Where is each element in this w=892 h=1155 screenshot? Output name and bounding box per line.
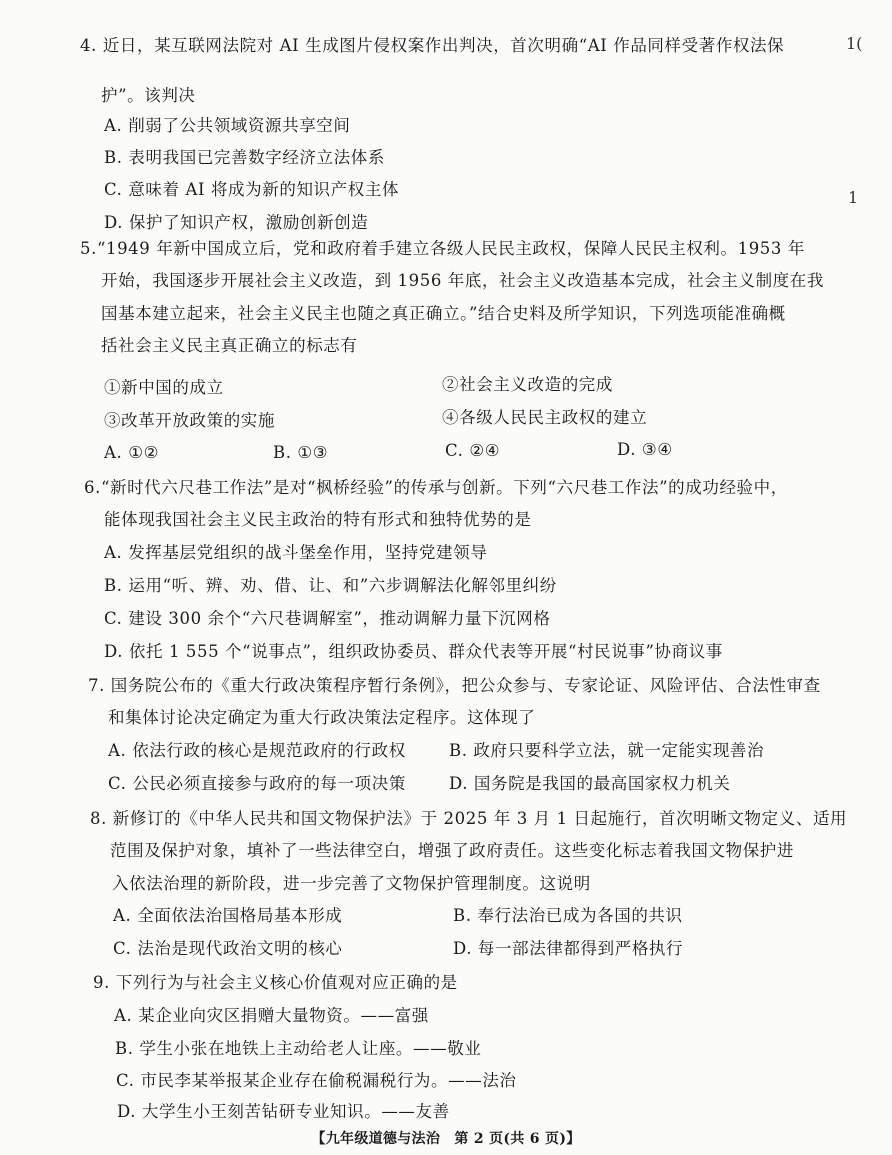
question-8-option-a: A. 全面依法治国格局基本形成 xyxy=(113,906,343,925)
question-5-item-4: ④各级人民民主政权的建立 xyxy=(442,408,648,427)
question-7-stem-line: 7. 国务院公布的《重大行政决策程序暂行条例》，把公众参与、专家论证、风险评估、合法性审查 xyxy=(88,676,821,695)
question-5-item-2: ②社会主义改造的完成 xyxy=(442,375,613,394)
question-4-option-d: D. 保护了知识产权，激励创新创造 xyxy=(104,213,369,232)
question-9-option-d: D. 大学生小王刻苦钻研专业知识。——友善 xyxy=(117,1102,450,1121)
question-6-option-a: A. 发挥基层党组织的战斗堡垒作用，坚持党建领导 xyxy=(104,543,488,562)
question-6-option-b: B. 运用“听、辨、劝、借、让、和”六步调解法化解邻里纠纷 xyxy=(104,576,557,595)
question-8-stem-line: 范围及保护对象，填补了一些法律空白，增强了政府责任。这些变化标志着我国文物保护进 xyxy=(110,841,794,860)
question-4-option-c: C. 意味着 AI 将成为新的知识产权主体 xyxy=(104,180,400,199)
question-5-item-3: ③改革开放政策的实施 xyxy=(104,411,275,430)
question-8-stem-line: 8. 新修订的《中华人民共和国文物保护法》于 2025 年 3 月 1 日起施行，首次明晰文物定义、适用 xyxy=(90,809,848,828)
question-5-item-1: ①新中国的成立 xyxy=(104,378,224,397)
question-6-stem-line: 6.“新时代六尺巷工作法”是对“枫桥经验”的传承与创新。下列“六尺巷工作法”的成功经验中， xyxy=(84,478,788,497)
question-4-stem-line: 4. 近日，某互联网法院对 AI 生成图片侵权案作出判决，首次明确“AI 作品同样受著作权法保 xyxy=(80,36,785,55)
question-4-option-a: A. 削弱了公共领域资源共享空间 xyxy=(104,116,351,135)
edge-mark-middle: 1 xyxy=(848,188,859,207)
question-4-stem-line: 护”。该判决 xyxy=(101,86,196,105)
question-7-stem-line: 和集体讨论决定确定为重大行政决策法定程序。这体现了 xyxy=(108,708,536,727)
question-8-stem-line: 入依法治理的新阶段，进一步完善了文物保护管理制度。这说明 xyxy=(112,874,591,893)
question-9-stem-line: 9. 下列行为与社会主义核心价值观对应正确的是 xyxy=(93,973,458,992)
question-5-stem-line: 括社会主义民主真正确立的标志有 xyxy=(101,336,358,355)
question-7-option-b: B. 政府只要科学立法，就一定能实现善治 xyxy=(449,741,765,760)
question-7-option-d: D. 国务院是我国的最高国家权力机关 xyxy=(449,774,731,793)
question-4-option-b: B. 表明我国已完善数字经济立法体系 xyxy=(104,148,385,167)
question-6-option-c: C. 建设 300 余个“六尺巷调解室”，推动调解力量下沉网格 xyxy=(104,609,551,628)
question-7-option-c: C. 公民必须直接参与政府的每一项决策 xyxy=(108,774,406,793)
page-footer: 【九年级道德与法治 第 2 页(共 6 页)】 xyxy=(311,1131,581,1147)
question-5-stem-line: 开始，我国逐步开展社会主义改造，到 1956 年底，社会主义改造基本完成，社会主义制度在我 xyxy=(101,271,824,290)
question-9-option-a: A. 某企业向灾区捐赠大量物资。——富强 xyxy=(114,1006,429,1025)
question-5-option-b: B. ①③ xyxy=(273,443,329,462)
question-9-option-b: B. 学生小张在地铁上主动给老人让座。——敬业 xyxy=(115,1039,482,1058)
question-5-option-c: C. ②④ xyxy=(445,441,501,460)
question-8-option-b: B. 奉行法治已成为各国的共识 xyxy=(453,906,683,925)
question-6-stem-line: 能体现我国社会主义民主政治的特有形式和独特优势的是 xyxy=(104,510,532,529)
question-5-option-a: A. ①② xyxy=(104,443,159,462)
question-5-stem-line: 国基本建立起来，社会主义民主也随之真正确立。”结合史料及所学知识，下列选项能准确概 xyxy=(101,304,786,323)
question-8-option-d: D. 每一部法律都得到严格执行 xyxy=(453,939,684,958)
question-5-option-d: D. ③④ xyxy=(617,440,673,459)
question-5-stem-line: 5.“1949 年新中国成立后，党和政府着手建立各级人民民主政权，保障人民民主权利。1953 年 xyxy=(80,239,805,258)
question-7-option-a: A. 依法行政的核心是规范政府的行政权 xyxy=(108,741,406,760)
question-6-option-d: D. 依托 1 555 个“说事点”，组织政协委员、群众代表等开展“村民说事”协商议事 xyxy=(104,642,723,661)
question-9-option-c: C. 市民李某举报某企业存在偷税漏税行为。——法治 xyxy=(116,1071,517,1090)
question-8-option-c: C. 法治是现代政治文明的核心 xyxy=(113,939,343,958)
edge-mark-top: 1( xyxy=(846,34,863,53)
